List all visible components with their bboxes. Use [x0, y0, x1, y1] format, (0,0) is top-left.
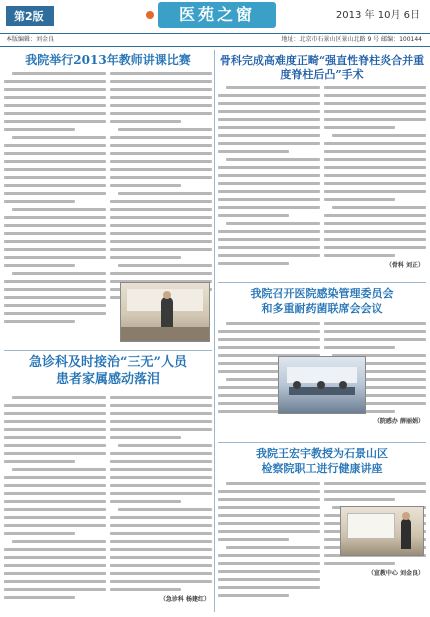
masthead — [158, 2, 276, 28]
article-byline: （院感办 薛丽娟） — [373, 418, 424, 425]
article-spine-surgery — [218, 54, 426, 82]
editor-line: 本版编辑：刘金良 — [6, 36, 55, 43]
article-subheadline: 和多重耐药菌联席会会议 — [261, 301, 383, 315]
page-header — [0, 0, 430, 48]
article-byline: （宣教中心 刘金良） — [367, 570, 424, 577]
article-subheadline: 检察院职工进行健康讲座 — [261, 461, 383, 475]
article-body-continued — [4, 556, 212, 614]
header-info-bar — [0, 33, 430, 47]
article-infection-meeting — [218, 288, 426, 315]
article-headline: 我院王宏宇教授为石景山区 — [256, 447, 388, 460]
article-headline: 我院召开医院感染管理委员会 — [250, 287, 394, 300]
lecture-photo — [340, 506, 424, 556]
article-photo — [120, 282, 210, 342]
article-emergency — [4, 356, 212, 388]
article-headline: 急诊科及时接治“三无”人员 — [29, 355, 187, 370]
article-headline: 我院举行2013年教师讲课比赛 — [25, 53, 191, 67]
article-health-lecture — [218, 448, 426, 475]
article-headline: 骨科完成高难度正畸“强直性脊柱炎合并重度脊柱后凸”手术 — [219, 54, 425, 81]
article-body — [218, 86, 426, 276]
article-subheadline: 患者家属感动落泪 — [55, 371, 160, 387]
masthead-dot-icon — [146, 11, 154, 19]
article-teaching-contest — [4, 52, 212, 68]
article-separator — [218, 282, 426, 283]
issue-date: 2013 年 10月 6日 — [335, 10, 420, 21]
masthead-title: 医苑之窗 — [178, 5, 255, 24]
article-separator — [218, 442, 426, 443]
edition-label: 第2版 — [6, 6, 54, 26]
address-line: 地址：北京市石景山区景山北路 9 号 邮编：100144 — [281, 36, 422, 43]
meeting-photo — [278, 356, 366, 414]
article-separator — [4, 350, 212, 351]
column-divider — [214, 50, 215, 612]
article-byline: （急诊科 杨建红） — [159, 596, 210, 603]
article-byline: （骨科 刘正） — [385, 262, 424, 269]
